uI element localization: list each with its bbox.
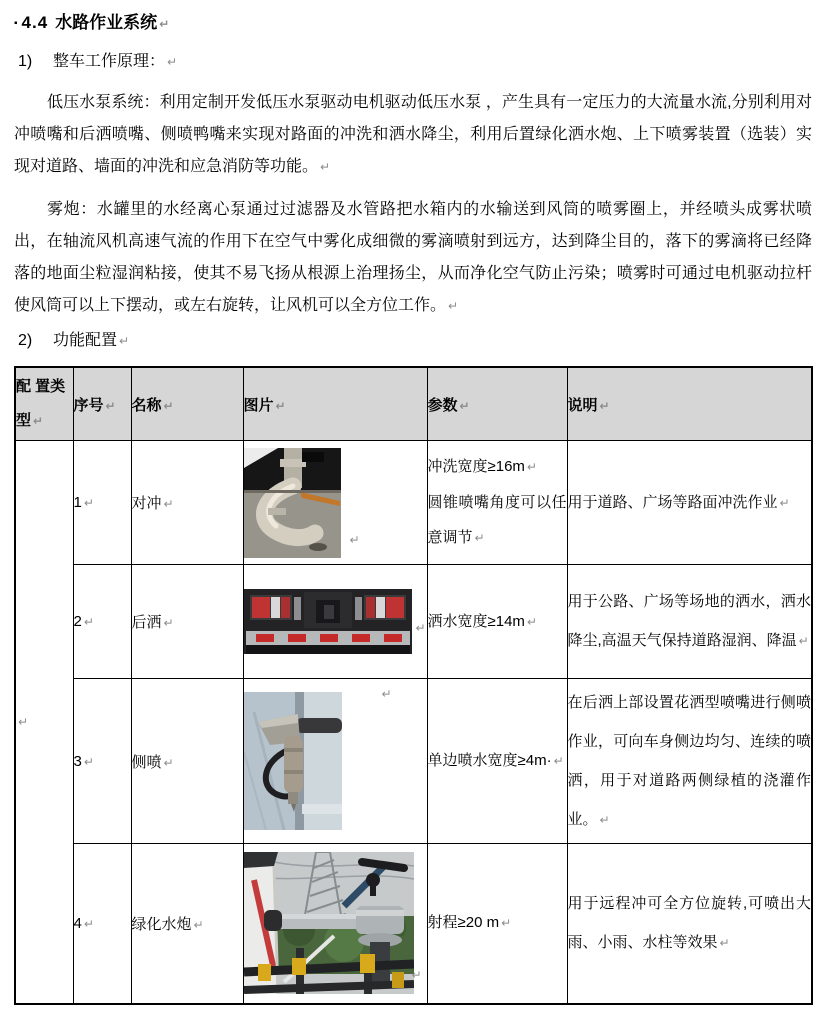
list-title: 整车工作原理： (53, 53, 166, 70)
paragraph-mark-icon: ↵ (163, 755, 174, 770)
paragraph-mark-icon: ↵ (275, 398, 286, 413)
image-cell (243, 441, 427, 565)
name-value: 对冲 (131, 495, 162, 512)
name-value: 后洒 (131, 614, 162, 631)
param-text: 圆锥喷嘴角度可以任意调节 (427, 494, 567, 546)
paragraph-mark-icon: ↵ (474, 531, 485, 545)
col-header-image (243, 367, 427, 441)
list-item-function-config (14, 330, 812, 352)
paragraph-mark-icon: ↵ (349, 533, 360, 547)
seq-value: 1 (73, 494, 82, 511)
paragraph-mark-icon: ↵ (83, 615, 94, 629)
header-label: 说明 (567, 396, 598, 414)
desc-cell (567, 441, 812, 565)
paragraph-fog-cannon (14, 194, 812, 322)
paragraph-mark-icon: ↵ (119, 334, 130, 348)
paragraph-mark-icon: ↵ (599, 398, 610, 413)
paragraph-mark-icon: ↵ (163, 616, 174, 630)
paragraph-mark-icon: ↵ (411, 968, 422, 982)
desc-text: 用于远程冲可全方位旋转,可喷出大雨、小雨、水柱等效果 (567, 894, 811, 951)
paragraph-mark-icon: ↵ (320, 160, 331, 174)
photo-rear-spray (244, 589, 412, 654)
param-cell (427, 679, 567, 844)
desc-text: 用于道路、广场等路面冲洗作业 (567, 493, 778, 511)
paragraph-mark-icon: ↵ (448, 299, 459, 313)
desc-cell (567, 844, 812, 1004)
col-header-name (131, 367, 243, 441)
name-cell (131, 565, 243, 679)
seq-cell (73, 565, 131, 679)
paragraph-mark-icon: ↵ (83, 754, 94, 769)
desc-text: 用于公路、广场等场地的洒水，洒水降尘,高温天气保持道路湿润、降温 (567, 593, 811, 649)
param-text: 冲洗宽度≥16m (427, 458, 525, 475)
paragraph-mark-icon: ↵ (163, 398, 174, 413)
heading-bullet-icon: ▪ (14, 18, 18, 29)
photo-front-flush-nozzle (244, 448, 341, 558)
name-value: 侧喷 (131, 753, 162, 771)
seq-cell (73, 679, 131, 844)
paragraph-mark-icon: ↵ (18, 715, 29, 730)
name-cell (131, 441, 243, 565)
table-header-row (15, 367, 812, 441)
paragraph-mark-icon: ↵ (501, 916, 512, 931)
paragraph-low-pressure-pump (14, 87, 812, 183)
paragraph-mark-icon: ↵ (33, 414, 44, 428)
header-label: 参数 (427, 396, 458, 414)
param-cell (427, 565, 567, 679)
name-cell (131, 679, 243, 844)
paragraph-mark-icon: ↵ (83, 916, 94, 931)
header-label: 序号 (73, 396, 104, 414)
paragraph-mark-icon: ↵ (779, 495, 790, 510)
col-header-desc (567, 367, 812, 441)
seq-value: 4 (73, 914, 82, 932)
image-cell (243, 565, 427, 679)
param-text: 洒水宽度≥14m (427, 612, 525, 630)
paragraph-mark-icon: ↵ (459, 398, 470, 413)
paragraph-text: 雾炮：水罐里的水经离心泵通过过滤器及水管路把水箱内的水输送到风筒的喷雾圈上，并经喷头成雾状喷出，在轴流风机高速气流的作用下在空气中雾化成细微的雾滴喷射到远方，达到降尘目的，落下的雾滴将已经降落的地面尘粒湿润粘接，使其不易飞扬从根源上治理扬尘，从而净化空气防止污染；喷雾时可通过电机驱动拉杆使风筒可以上下摆动，或左右旋转，让风机可以全方位工作。 (14, 201, 812, 314)
paragraph-mark-icon: ↵ (526, 460, 537, 474)
list-item-working-principle (14, 51, 812, 73)
image-cell (243, 844, 427, 1004)
paragraph-mark-icon: ↵ (83, 496, 94, 510)
desc-cell (567, 679, 812, 844)
paragraph-mark-icon: ↵ (193, 917, 204, 932)
paragraph-mark-icon: ↵ (719, 935, 730, 950)
seq-cell (73, 844, 131, 1004)
param-cell (427, 441, 567, 565)
paragraph-mark-icon: ↵ (167, 55, 178, 69)
config-type-merged-cell (15, 441, 73, 1004)
col-header-param (427, 367, 567, 441)
header-label: 图片 (243, 396, 274, 414)
desc-text: 在后洒上部设置花洒型喷嘴进行侧喷作业，可向车身侧边均匀、连续的喷洒，用于对道路两侧绿植的浇灌作业。 (567, 693, 811, 828)
param-text: 射程≥20 m (427, 914, 500, 932)
list-title: 功能配置 (53, 332, 118, 349)
table-row (15, 441, 812, 565)
paragraph-mark-icon: ↵ (105, 398, 116, 413)
param-text: 单边喷水宽度≥4m· (427, 752, 552, 769)
header-label: 名称 (131, 396, 162, 414)
paragraph-text: 低压水泵系统：利用定制开发低压水泵驱动电机驱动低压水泵 ，产生具有一定压力的大流量水流,分别利用对冲喷嘴和后洒喷嘴、侧喷鸭嘴来实现对路面的冲洗和洒水降尘，利用后置绿化洒水炮、上下喷雾装置（选装）实现对道路、墙面的冲洗和应急消防等功能。 (14, 94, 812, 175)
table-row (15, 679, 812, 844)
table-row (15, 844, 812, 1004)
seq-cell (73, 441, 131, 565)
paragraph-mark-icon: ↵ (798, 634, 809, 648)
list-number: 2) (18, 332, 33, 349)
seq-value: 3 (73, 752, 82, 770)
desc-cell (567, 565, 812, 679)
heading-number: 4.4 (21, 13, 49, 32)
param-line (428, 485, 567, 556)
paragraph-mark-icon: ↵ (381, 687, 392, 701)
list-number: 1) (18, 53, 33, 70)
name-cell (131, 844, 243, 1004)
paragraph-mark-icon: ↵ (599, 812, 610, 827)
name-value: 绿化水炮 (131, 915, 192, 933)
paragraph-mark-icon: ↵ (159, 17, 170, 31)
paragraph-mark-icon: ↵ (415, 621, 426, 635)
photo-side-spray-nozzle (244, 692, 342, 830)
param-line (428, 449, 567, 485)
image-cell (243, 679, 427, 844)
col-header-config-type (15, 367, 73, 441)
heading-title: 水路作业系统 (55, 13, 158, 32)
section-heading (14, 12, 812, 35)
function-config-table (14, 366, 813, 1005)
paragraph-mark-icon: ↵ (553, 754, 564, 768)
param-cell (427, 844, 567, 1004)
table-row (15, 565, 812, 679)
seq-value: 2 (73, 613, 82, 630)
paragraph-mark-icon: ↵ (526, 614, 537, 629)
paragraph-mark-icon: ↵ (163, 497, 174, 511)
col-header-seq (73, 367, 131, 441)
header-label: 配 置类型 (16, 378, 66, 429)
photo-greening-water-cannon (244, 852, 414, 994)
